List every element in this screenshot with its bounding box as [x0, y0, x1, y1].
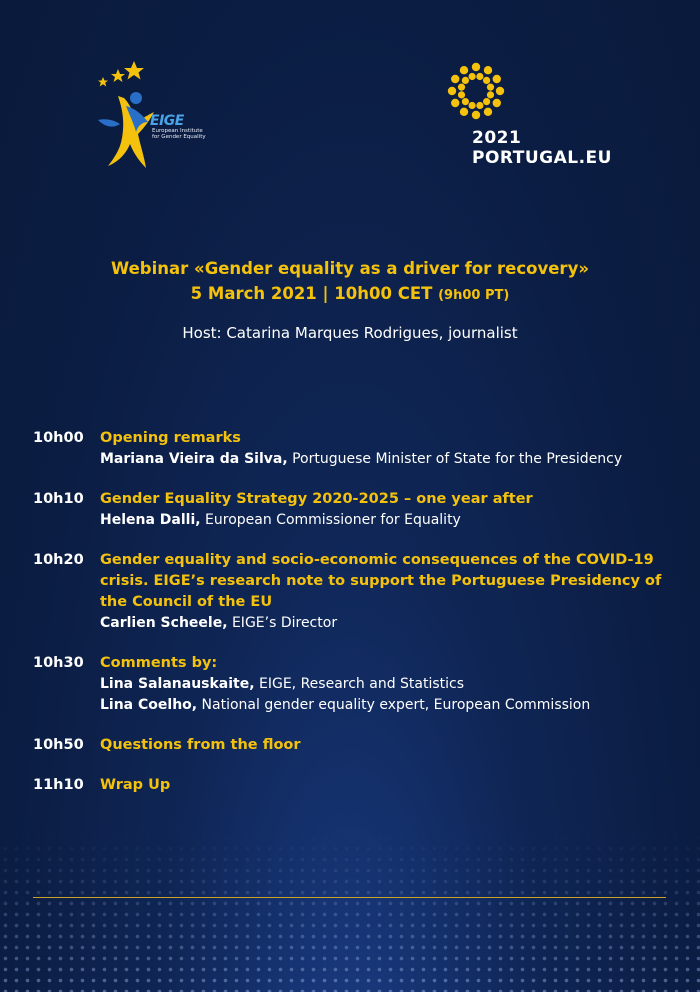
- agenda-speaker: [100, 510, 673, 531]
- speaker-name: Helena Dalli,: [100, 512, 201, 528]
- presidency-year: 2021: [472, 128, 522, 148]
- speaker-name: Lina Coelho,: [100, 697, 198, 713]
- eige-logo-subtitle: European Institute for Gender Equality: [152, 128, 206, 140]
- speaker-role: EIGE’s Director: [227, 615, 338, 631]
- agenda-title: Comments by:: [100, 655, 218, 671]
- agenda-speaker: [100, 613, 673, 634]
- agenda-item: [33, 550, 673, 634]
- agenda-title: Wrap Up: [100, 777, 171, 793]
- sun-dot: [469, 102, 476, 109]
- speaker-role: Portuguese Minister of State for the Presidency: [287, 451, 623, 467]
- event-title: Webinar «Gender equality as a driver for recovery»: [111, 259, 589, 278]
- agenda-item: [33, 775, 673, 796]
- agenda-item: [33, 489, 673, 531]
- speaker-role: EIGE, Research and Statistics: [254, 676, 465, 692]
- decorative-dot-pattern: [0, 832, 700, 992]
- agenda-item: [33, 735, 673, 756]
- sun-dot: [451, 99, 459, 107]
- agenda-time: 11h10: [33, 777, 84, 793]
- agenda-speaker: [100, 449, 673, 470]
- speaker-name: Lina Salanauskaite,: [100, 676, 255, 692]
- sun-dot: [484, 66, 492, 74]
- sun-dot: [469, 73, 476, 80]
- agenda-time: 10h10: [33, 491, 84, 507]
- speaker-name: Carlien Scheele,: [100, 615, 228, 631]
- agenda-time: 10h20: [33, 552, 84, 568]
- sun-dot: [448, 87, 456, 95]
- agenda-time: 10h50: [33, 737, 84, 753]
- sun-dot: [476, 73, 483, 80]
- agenda-title: Gender equality and socio-economic consequences of the COVID-19 crisis. EIGE’s research note to support the Portuguese Presidency of the Council of the EU: [100, 552, 662, 610]
- sun-dot: [451, 75, 459, 83]
- event-title-block: [0, 256, 700, 308]
- agenda-time: 10h30: [33, 655, 84, 671]
- agenda-title: Opening remarks: [100, 430, 241, 446]
- agenda-list: [33, 428, 673, 815]
- footer-divider: [33, 897, 666, 898]
- portugal-presidency-sun-icon: [440, 58, 512, 124]
- sun-dot: [487, 84, 494, 91]
- eige-logo-name: EIGE: [150, 113, 184, 129]
- agenda-body: [100, 550, 673, 634]
- sun-dot: [472, 111, 480, 119]
- agenda-item: [33, 653, 673, 716]
- sun-dot: [462, 77, 469, 84]
- agenda-body: [100, 489, 673, 531]
- sun-dot: [462, 98, 469, 105]
- agenda-time: 10h00: [33, 430, 84, 446]
- speaker-role: European Commissioner for Equality: [200, 512, 461, 528]
- speaker-role: National gender equality expert, European Commission: [197, 697, 591, 713]
- agenda-body: [100, 653, 673, 716]
- sun-dot: [458, 84, 465, 91]
- sun-dot: [460, 66, 468, 74]
- event-host: Host: Catarina Marques Rodrigues, journalist: [182, 324, 518, 342]
- sun-dot: [460, 108, 468, 116]
- agenda-item: [33, 428, 673, 470]
- sun-dot: [472, 63, 480, 71]
- sun-dot: [476, 102, 483, 109]
- sun-dot: [458, 91, 465, 98]
- sun-dot: [484, 108, 492, 116]
- agenda-title: Questions from the floor: [100, 737, 301, 753]
- sun-dot: [493, 99, 501, 107]
- agenda-title: Gender Equality Strategy 2020-2025 – one year after: [100, 491, 533, 507]
- agenda-body: [100, 735, 673, 756]
- sun-dot: [496, 87, 504, 95]
- sun-dot: [487, 91, 494, 98]
- sun-dot: [483, 98, 490, 105]
- agenda-speaker: [100, 695, 673, 716]
- agenda-body: [100, 428, 673, 470]
- event-date: 5 March 2021 | 10h00 CET (9h00 PT): [190, 284, 510, 303]
- sun-dot: [483, 77, 490, 84]
- agenda-body: [100, 775, 673, 796]
- agenda-speaker: [100, 674, 673, 695]
- speaker-name: Mariana Vieira da Silva,: [100, 451, 288, 467]
- sun-dot: [493, 75, 501, 83]
- presidency-domain: PORTUGAL.EU: [472, 148, 612, 168]
